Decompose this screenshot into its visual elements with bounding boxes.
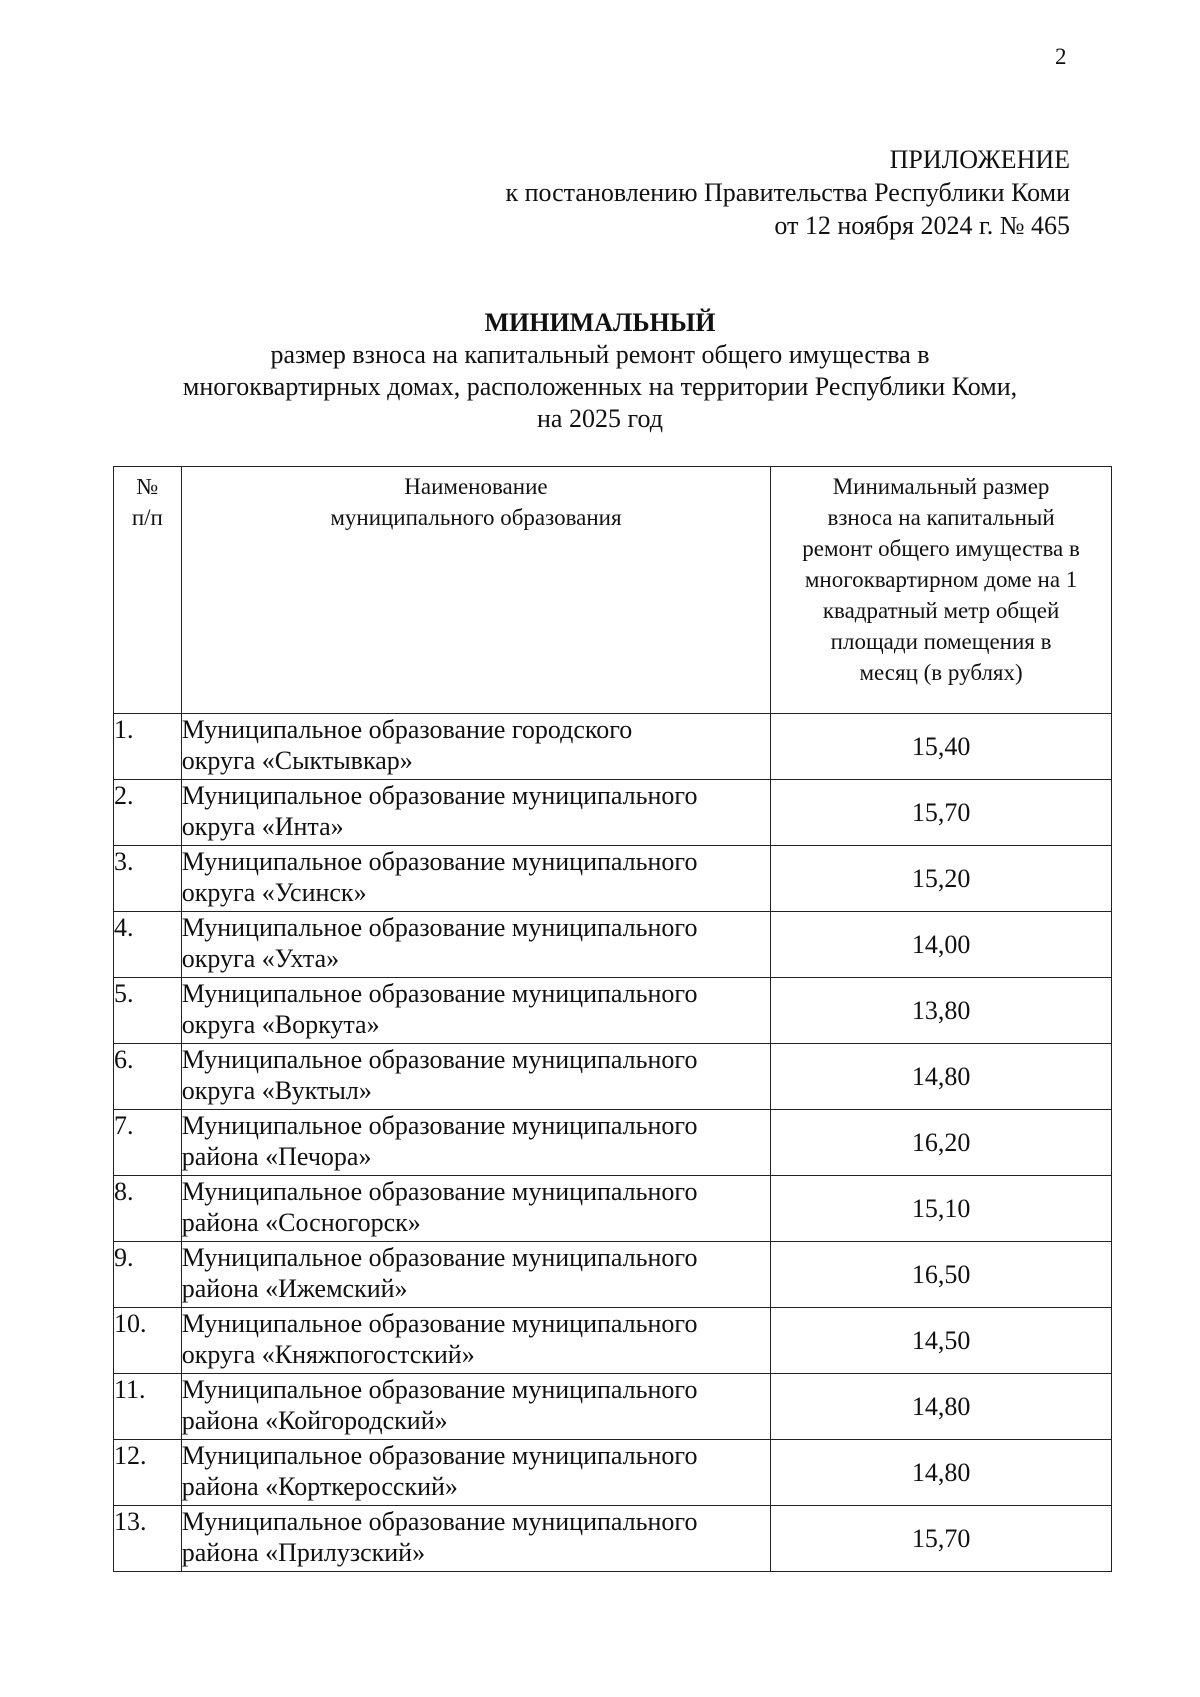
- row-municipality: [181, 846, 770, 912]
- row-value: 15,20: [771, 846, 1112, 912]
- row-municipality: [181, 912, 770, 978]
- row-value: 13,80: [771, 978, 1112, 1044]
- row-number: 12.: [114, 1440, 182, 1506]
- row-municipality-line2: округа «Воркута»: [181, 1010, 380, 1039]
- row-value: 14,80: [771, 1374, 1112, 1440]
- row-municipality: [181, 1242, 770, 1308]
- row-value: 14,80: [771, 1044, 1112, 1110]
- header-name-line1: Наименование: [404, 474, 548, 499]
- rates-table: [113, 466, 1112, 1572]
- row-value: 14,50: [771, 1308, 1112, 1374]
- header-value-line: площади помещения в: [830, 629, 1052, 654]
- row-municipality: [181, 1308, 770, 1374]
- row-number: 3.: [114, 846, 182, 912]
- table-row: [114, 1440, 1112, 1506]
- row-number: 9.: [114, 1242, 182, 1308]
- row-municipality: [181, 978, 770, 1044]
- document-subtitle-line3: на 2025 год: [537, 404, 663, 433]
- row-municipality-line1: Муниципальное образование муниципального: [181, 1375, 698, 1404]
- row-number: 2.: [114, 780, 182, 846]
- table-header-row: [114, 467, 1112, 714]
- row-municipality-line2: района «Койгородский»: [181, 1406, 448, 1435]
- row-number: 11.: [114, 1374, 182, 1440]
- row-municipality: [181, 780, 770, 846]
- row-municipality-line2: района «Ижемский»: [181, 1274, 408, 1303]
- table-row: [114, 912, 1112, 978]
- appendix-block: [505, 143, 1070, 242]
- header-number-line1: №: [136, 474, 159, 499]
- row-municipality-line2: округа «Княжпогостский»: [181, 1340, 475, 1369]
- row-municipality-line1: Муниципальное образование муниципального: [181, 1441, 698, 1470]
- row-number: 8.: [114, 1176, 182, 1242]
- row-number: 4.: [114, 912, 182, 978]
- row-municipality: [181, 1440, 770, 1506]
- table-row: [114, 780, 1112, 846]
- row-value: 15,70: [771, 780, 1112, 846]
- table-row: [114, 1374, 1112, 1440]
- header-value-line: Минимальный размер: [832, 474, 1050, 499]
- row-municipality-line2: округа «Вуктыл»: [181, 1076, 372, 1105]
- row-municipality-line1: Муниципальное образование муниципального: [181, 781, 698, 810]
- row-value: 16,20: [771, 1110, 1112, 1176]
- row-number: 1.: [114, 714, 182, 780]
- row-number: 5.: [114, 978, 182, 1044]
- row-municipality: [181, 1506, 770, 1572]
- row-municipality: [181, 1044, 770, 1110]
- row-municipality: [181, 714, 770, 780]
- page-number: 2: [1055, 44, 1067, 69]
- document-subtitle-line2: многоквартирных домах, расположенных на территории Республики Коми,: [182, 372, 1018, 401]
- appendix-reference: к постановлению Правительства Республики Коми: [505, 178, 1070, 207]
- table-row: [114, 1242, 1112, 1308]
- header-value: [771, 467, 1112, 714]
- document-subtitle-line1: размер взноса на капитальный ремонт общего имущества в: [270, 340, 930, 369]
- header-value-line: месяц (в рублях): [859, 660, 1023, 685]
- row-municipality-line1: Муниципальное образование муниципального: [181, 1111, 698, 1140]
- row-value: 14,80: [771, 1440, 1112, 1506]
- header-value-line: ремонт общего имущества в: [802, 536, 1080, 561]
- table-row: [114, 714, 1112, 780]
- row-municipality-line2: округа «Сыктывкар»: [181, 746, 413, 775]
- row-value: 15,10: [771, 1176, 1112, 1242]
- header-name: [181, 467, 770, 714]
- header-value-line: квадратный метр общей: [822, 598, 1060, 623]
- table-row: [114, 1044, 1112, 1110]
- row-municipality-line2: округа «Инта»: [181, 812, 344, 841]
- table-row: [114, 1506, 1112, 1572]
- appendix-title: ПРИЛОЖЕНИЕ: [889, 145, 1070, 174]
- row-value: 14,00: [771, 912, 1112, 978]
- header-number: [114, 467, 182, 714]
- row-municipality-line2: района «Прилузский»: [181, 1538, 426, 1567]
- row-municipality: [181, 1110, 770, 1176]
- document-title: МИНИМАЛЬНЫЙ: [484, 308, 716, 337]
- row-municipality-line2: района «Корткеросский»: [181, 1472, 458, 1501]
- row-municipality-line1: Муниципальное образование муниципального: [181, 1177, 698, 1206]
- table-row: [114, 1110, 1112, 1176]
- row-municipality-line1: Муниципальное образование муниципального: [181, 1507, 698, 1536]
- row-municipality-line1: Муниципальное образование муниципального: [181, 1243, 698, 1272]
- row-number: 6.: [114, 1044, 182, 1110]
- row-municipality-line2: округа «Усинск»: [181, 878, 367, 907]
- row-municipality-line2: района «Печора»: [181, 1142, 372, 1171]
- table-row: [114, 1176, 1112, 1242]
- row-number: 10.: [114, 1308, 182, 1374]
- row-municipality-line1: Муниципальное образование муниципального: [181, 1309, 698, 1338]
- row-municipality-line1: Муниципальное образование муниципального: [181, 1045, 698, 1074]
- header-value-line: взноса на капитальный: [827, 505, 1055, 530]
- row-municipality-line1: Муниципальное образование муниципального: [181, 847, 698, 876]
- row-value: 15,40: [771, 714, 1112, 780]
- table-row: [114, 846, 1112, 912]
- row-municipality-line2: округа «Ухта»: [181, 944, 340, 973]
- row-value: 16,50: [771, 1242, 1112, 1308]
- row-municipality-line1: Муниципальное образование городского: [181, 715, 633, 744]
- document-heading: [0, 307, 1200, 435]
- row-value: 15,70: [771, 1506, 1112, 1572]
- table-row: [114, 1308, 1112, 1374]
- row-municipality: [181, 1176, 770, 1242]
- row-municipality-line1: Муниципальное образование муниципального: [181, 913, 698, 942]
- header-number-line2: п/п: [131, 505, 163, 530]
- row-municipality: [181, 1374, 770, 1440]
- table-row: [114, 978, 1112, 1044]
- row-number: 7.: [114, 1110, 182, 1176]
- header-name-line2: муниципального образования: [330, 505, 622, 530]
- appendix-date: от 12 ноября 2024 г. № 465: [774, 211, 1070, 240]
- row-municipality-line1: Муниципальное образование муниципального: [181, 979, 698, 1008]
- row-number: 13.: [114, 1506, 182, 1572]
- header-value-line: многоквартирном доме на 1: [804, 567, 1078, 592]
- row-municipality-line2: района «Сосногорск»: [181, 1208, 421, 1237]
